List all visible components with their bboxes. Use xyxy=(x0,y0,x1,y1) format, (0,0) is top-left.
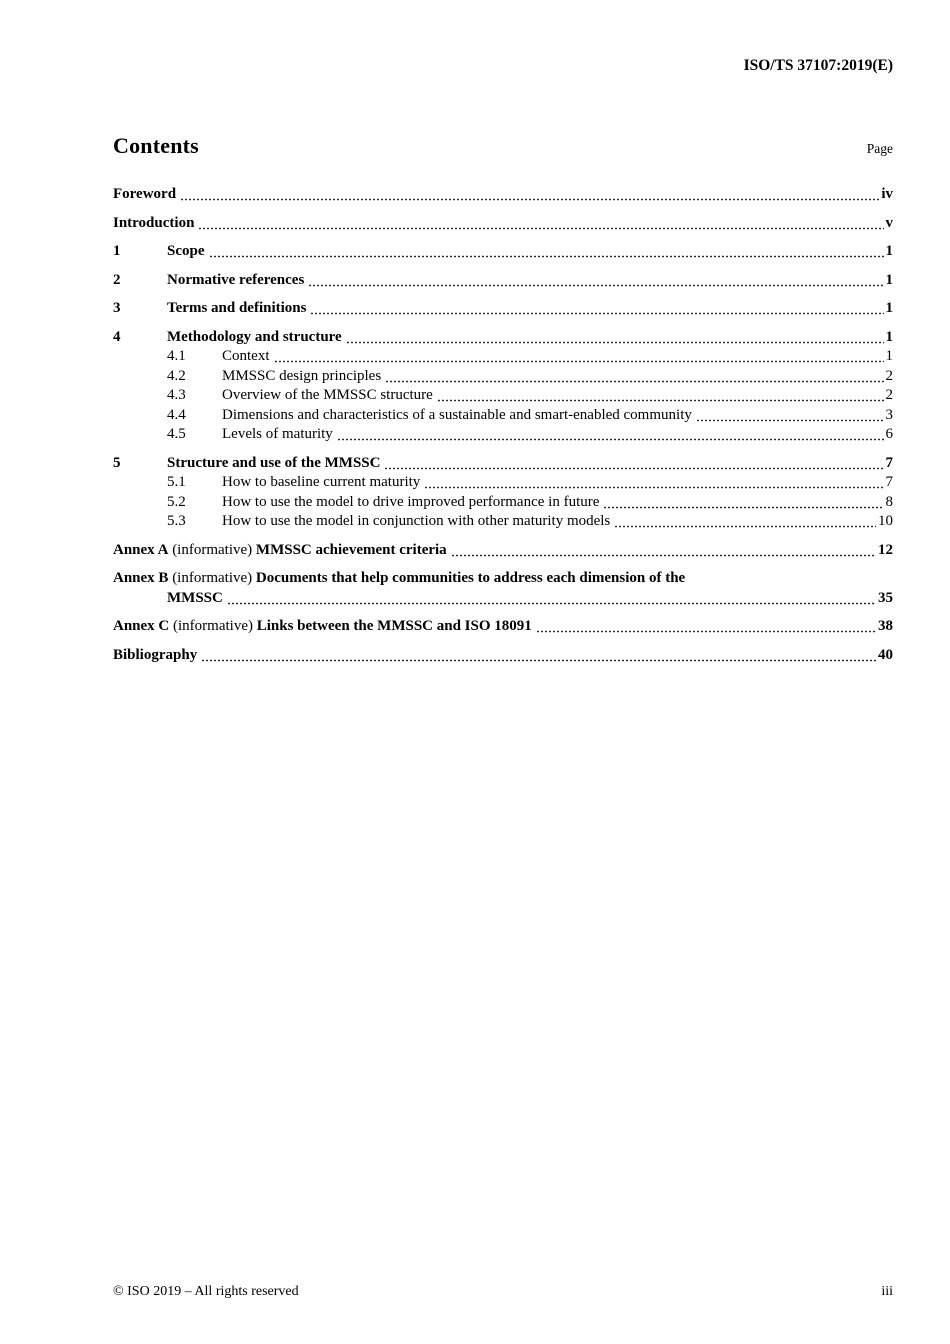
toc-entry xyxy=(113,347,893,367)
page-footer xyxy=(113,1284,893,1300)
toc-page-number: 35 xyxy=(878,589,893,606)
toc-entry xyxy=(113,367,893,387)
toc-entry xyxy=(113,299,893,319)
toc-entry-continuation xyxy=(113,589,893,609)
entry-title: Overview of the MMSSC structure xyxy=(222,387,433,403)
dotted-leader xyxy=(697,419,884,422)
annex-id: Annex B xyxy=(113,570,173,586)
dotted-leader xyxy=(228,602,876,605)
annex-title: MMSSC achievement criteria xyxy=(255,541,447,558)
toc-page-number: 10 xyxy=(878,513,893,529)
toc-page-number: 40 xyxy=(878,646,893,663)
entry-title: Methodology and structure xyxy=(167,328,342,345)
clause-number: 3 xyxy=(113,300,121,316)
dotted-leader xyxy=(386,380,883,383)
dotted-leader xyxy=(309,284,883,287)
document-reference: ISO/TS 37107:2019(E) xyxy=(743,57,893,74)
toc-page-number: 7 xyxy=(885,474,893,490)
clause-number: 5.2 xyxy=(167,493,186,510)
entry-title: Normative references xyxy=(167,271,305,288)
dotted-leader xyxy=(347,341,884,344)
clause-number: 4.4 xyxy=(167,406,186,423)
dotted-leader xyxy=(311,312,883,315)
toc-entry xyxy=(113,185,893,205)
entry-title: Scope xyxy=(167,243,205,259)
toc-entry xyxy=(113,646,893,666)
clause-number: 5.3 xyxy=(167,513,186,529)
toc-page-number: 3 xyxy=(885,406,893,423)
entry-title: MMSSC design principles xyxy=(222,367,382,384)
clause-number: 4.2 xyxy=(167,367,186,384)
entry-title: Structure and use of the MMSSC xyxy=(167,454,381,471)
entry-title: Bibliography xyxy=(113,646,198,663)
contents-title: Contents xyxy=(113,133,199,158)
entry-title: Terms and definitions xyxy=(167,300,307,316)
entry-title: Dimensions and characteristics of a sustainable and smart-enabled community xyxy=(222,406,692,423)
toc-entry xyxy=(113,493,893,513)
contents-heading-row xyxy=(113,133,893,159)
toc-entry xyxy=(113,406,893,426)
clause-number: 4 xyxy=(113,328,121,345)
toc-entry xyxy=(113,271,893,291)
toc-entry xyxy=(113,242,893,262)
dotted-leader xyxy=(210,255,884,258)
toc-entry xyxy=(113,425,893,445)
annex-title: Links between the MMSSC and ISO 18091 xyxy=(256,618,532,634)
dotted-leader xyxy=(452,554,876,557)
annex-type: (informative) xyxy=(172,570,256,586)
toc-entry xyxy=(113,386,893,406)
annex-title-continued: MMSSC xyxy=(167,589,223,606)
toc-page-number: 1 xyxy=(885,300,893,316)
clause-number: 4.3 xyxy=(167,387,186,403)
entry-title: Levels of maturity xyxy=(222,426,333,442)
toc-list xyxy=(113,185,893,665)
toc-page-number: 1 xyxy=(885,271,893,288)
toc-entry xyxy=(113,473,893,493)
toc-entry xyxy=(113,541,893,561)
dotted-leader xyxy=(385,467,883,470)
dotted-leader xyxy=(181,198,879,201)
annex-type: (informative) xyxy=(172,541,256,558)
dotted-leader xyxy=(438,399,884,402)
toc-page-number: v xyxy=(885,214,893,231)
annex-title: Documents that help communities to address each dimension of the xyxy=(255,570,686,586)
toc-page-number: 1 xyxy=(885,243,893,259)
dotted-leader xyxy=(537,630,876,633)
clause-number: 1 xyxy=(113,243,121,259)
toc-page-number: 1 xyxy=(885,348,893,364)
page-column-label: Page xyxy=(866,141,893,156)
dotted-leader xyxy=(615,525,876,528)
toc-page-number: 6 xyxy=(885,426,893,442)
annex-id: Annex C xyxy=(113,618,174,634)
toc-page-number: 7 xyxy=(885,454,893,471)
annex-type: (informative) xyxy=(173,618,257,634)
clause-number: 4.5 xyxy=(167,426,186,442)
entry-title: How to use the model in conjunction with other maturity models xyxy=(222,513,611,529)
toc-entry xyxy=(113,617,893,637)
dotted-leader xyxy=(425,486,883,489)
entry-title: How to baseline current maturity xyxy=(222,474,421,490)
toc-page-number: 2 xyxy=(885,367,893,384)
entry-title: Introduction xyxy=(113,214,195,231)
dotted-leader xyxy=(202,659,876,662)
dotted-leader xyxy=(338,438,884,441)
clause-number: 4.1 xyxy=(167,348,186,364)
dotted-leader xyxy=(275,360,884,363)
clause-number: 5.1 xyxy=(167,474,186,490)
toc-entry xyxy=(113,214,893,234)
dotted-leader xyxy=(604,506,883,509)
copyright-notice: © ISO 2019 – All rights reserved xyxy=(113,1284,299,1299)
entry-title: Foreword xyxy=(113,186,177,202)
entry-title: Context xyxy=(222,348,270,364)
toc-entry xyxy=(113,454,893,474)
toc-page-number: 2 xyxy=(885,387,893,403)
toc-page-number: 8 xyxy=(885,493,893,510)
folio-page-number: iii xyxy=(881,1284,893,1299)
toc-entry xyxy=(113,569,893,589)
toc-page-number: 12 xyxy=(878,541,893,558)
toc-page-number: iv xyxy=(881,186,893,202)
toc-page-number: 38 xyxy=(878,618,893,634)
clause-number: 2 xyxy=(113,271,121,288)
toc-page-number: 1 xyxy=(885,328,893,345)
toc-entry xyxy=(113,512,893,532)
annex-id: Annex A xyxy=(113,541,173,558)
entry-title: How to use the model to drive improved performance in future xyxy=(222,493,600,510)
clause-number: 5 xyxy=(113,454,121,471)
toc-entry xyxy=(113,328,893,348)
dotted-leader xyxy=(199,227,883,230)
